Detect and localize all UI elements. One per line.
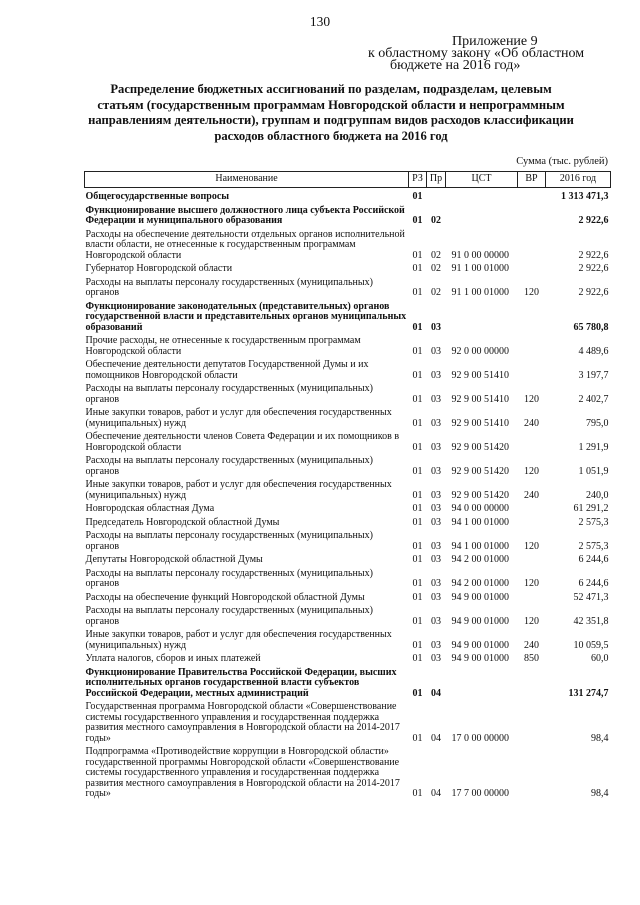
- cell-name: Прочие расходы, не отнесенные к государственным программам Новгородской области: [85, 335, 361, 357]
- cell-cst: [446, 302, 518, 337]
- cell-rz: 01: [412, 554, 423, 565]
- cell-pr: 03: [431, 345, 441, 357]
- table-row: [85, 188, 611, 206]
- cell-pr: 03: [431, 540, 441, 552]
- cell-name: Иные закупки товаров, работ и услуг для обеспечения государственных (муниципальных) нужд: [85, 479, 392, 501]
- appendix-heading: [368, 36, 630, 72]
- cell-vr: [518, 555, 546, 569]
- table-row: [85, 668, 611, 703]
- cell-cst: 92 9 00 51420: [451, 465, 509, 477]
- cell-vr: 120: [524, 465, 539, 477]
- cell-sum: 98,4: [591, 732, 609, 744]
- cell-sum: 795,0: [586, 417, 609, 429]
- cell-name: Общегосударственные вопросы: [85, 191, 230, 202]
- cell-cst: [446, 206, 518, 230]
- cell-pr: 02: [431, 287, 441, 298]
- cell-name: Расходы на выплаты персоналу государственных (муниципальных) органов: [85, 605, 373, 627]
- cell-name: Губернатор Новгородской области: [85, 263, 233, 274]
- cell-vr: [518, 206, 546, 230]
- cell-pr: 04: [431, 788, 441, 799]
- table-row: [85, 747, 611, 803]
- cell-pr: 04: [431, 732, 441, 744]
- cell-pr: 04: [431, 687, 441, 699]
- table-row: [85, 702, 611, 747]
- cell-pr: 03: [431, 615, 441, 627]
- cell-pr: 03: [431, 369, 441, 381]
- cell-sum: 131 274,7: [568, 687, 609, 699]
- cell-rz: 01: [412, 615, 423, 627]
- cell-sum: 2 922,6: [578, 249, 609, 261]
- cell-cst: 94 1 00 01000: [451, 540, 509, 552]
- appendix-line-1: Приложение 9: [452, 34, 538, 49]
- table-row: [85, 480, 611, 504]
- table-row: [85, 593, 611, 607]
- cell-name: Иные закупки товаров, работ и услуг для обеспечения государственных (муниципальных) нужд: [85, 407, 392, 429]
- cell-pr: 03: [431, 578, 441, 589]
- cell-sum: 2 575,3: [578, 540, 609, 552]
- table-row: [85, 384, 611, 408]
- header-rz: РЗ: [409, 172, 427, 188]
- cell-name: Государственная программа Новгородской области «Совершенствование системы государственного управления и государственная поддержка развития местного самоуправления в Новгородской области на 2014-2017 годы»: [85, 701, 400, 744]
- budget-table: [84, 171, 611, 803]
- cell-cst: 94 9 00 01000: [451, 653, 509, 664]
- cell-vr: [518, 668, 546, 703]
- cell-vr: [518, 302, 546, 337]
- cell-name: Иные закупки товаров, работ и услуг для обеспечения государственных (муниципальных) нужд: [85, 629, 392, 651]
- cell-rz: 01: [412, 540, 423, 552]
- cell-cst: 94 9 00 01000: [451, 639, 509, 651]
- cell-rz: 01: [412, 191, 423, 202]
- cell-sum: 65 780,8: [573, 321, 609, 333]
- cell-vr: [518, 432, 546, 456]
- cell-name: Расходы на выплаты персоналу государственных (муниципальных) органов: [85, 530, 373, 552]
- cell-cst: [446, 188, 518, 206]
- cell-cst: 92 9 00 51410: [451, 369, 509, 381]
- cell-rz: 01: [412, 263, 423, 274]
- cell-pr: 03: [431, 465, 441, 477]
- table-row: [85, 569, 611, 593]
- cell-name: Обеспечение деятельности членов Совета Федерации и их помощников в Новгородской области: [85, 431, 400, 453]
- cell-sum: 61 291,2: [573, 503, 609, 514]
- cell-name: Расходы на выплаты персоналу государственных (муниципальных) органов: [85, 276, 373, 298]
- cell-vr: [518, 188, 546, 206]
- cell-cst: 94 2 00 01000: [451, 578, 509, 589]
- table-header: [85, 172, 611, 188]
- table-row: [85, 630, 611, 654]
- cell-pr: 03: [431, 489, 441, 501]
- cell-vr: 850: [524, 653, 539, 664]
- cell-cst: 92 9 00 51410: [451, 417, 509, 429]
- cell-sum: 1 291,9: [578, 441, 609, 453]
- cell-cst: 94 2 00 01000: [451, 554, 509, 565]
- cell-name: Обеспечение деятельности депутатов Государственной Думы и их помощников Новгородской области: [85, 359, 369, 381]
- cell-name: Расходы на обеспечение функций Новгородской областной Думы: [85, 591, 365, 603]
- cell-sum: 2 922,6: [578, 287, 609, 298]
- cell-cst: 94 9 00 01000: [451, 591, 509, 603]
- cell-rz: 01: [412, 732, 423, 744]
- table-row: [85, 518, 611, 532]
- table-row: [85, 654, 611, 668]
- cell-cst: 94 9 00 01000: [451, 615, 509, 627]
- cell-sum: 2 922,6: [578, 263, 609, 274]
- cell-vr: [518, 230, 546, 265]
- cell-sum: 52 471,3: [573, 591, 609, 603]
- cell-pr: 02: [431, 249, 441, 261]
- table-row: [85, 408, 611, 432]
- cell-sum: 1 051,9: [578, 465, 609, 477]
- cell-pr: 03: [431, 417, 441, 429]
- cell-vr: [518, 360, 546, 384]
- cell-pr: 02: [431, 263, 441, 274]
- cell-pr: 03: [431, 639, 441, 651]
- cell-sum: 98,4: [591, 788, 609, 799]
- cell-sum: 240,0: [586, 489, 609, 501]
- cell-cst: 92 0 00 00000: [451, 345, 509, 357]
- cell-name: Подпрограмма «Противодействие коррупции в Новгородской области» государственной программы Новгородской области «Совершенствование системы государственного управления и государственная поддержка развития местного самоуправления в Новгородской области на 2014-2017 годы»: [85, 746, 400, 799]
- cell-sum: 1 313 471,3: [561, 191, 609, 202]
- cell-name: Расходы на выплаты персоналу государственных (муниципальных) органов: [85, 455, 373, 477]
- table-row: [85, 606, 611, 630]
- cell-rz: 01: [412, 441, 423, 453]
- cell-pr: 03: [431, 441, 441, 453]
- cell-rz: 01: [412, 321, 423, 333]
- cell-pr: 03: [431, 503, 441, 514]
- cell-cst: 92 9 00 51410: [451, 393, 509, 405]
- cell-pr: [427, 188, 446, 206]
- cell-vr: [518, 593, 546, 607]
- header-vr: ВР: [518, 172, 546, 188]
- cell-cst: 91 1 00 01000: [451, 263, 509, 274]
- cell-cst: 91 1 00 01000: [451, 287, 509, 298]
- cell-pr: 03: [431, 554, 441, 565]
- header-sum: 2016 год: [546, 172, 611, 188]
- cell-cst: 92 9 00 51420: [451, 441, 509, 453]
- cell-vr: [518, 747, 546, 803]
- cell-name: Депутаты Новгородской областной Думы: [85, 554, 263, 565]
- cell-rz: 01: [412, 417, 423, 429]
- cell-pr: 03: [431, 321, 441, 333]
- cell-cst: 94 0 00 00000: [451, 503, 509, 514]
- cell-vr: 240: [524, 639, 539, 651]
- cell-pr: 03: [431, 591, 441, 603]
- cell-pr: 02: [431, 215, 441, 226]
- cell-rz: 01: [412, 249, 423, 261]
- cell-rz: 01: [412, 639, 423, 651]
- cell-rz: 01: [412, 653, 423, 664]
- cell-rz: 01: [412, 345, 423, 357]
- table-row: [85, 336, 611, 360]
- cell-name: Функционирование законодательных (представительных) органов государственной власти и представительных органов муниципальных образований: [85, 300, 407, 333]
- table-row: [85, 555, 611, 569]
- cell-rz: 01: [412, 591, 423, 603]
- cell-vr: [518, 518, 546, 532]
- cell-rz: 01: [412, 393, 423, 405]
- cell-vr: [518, 264, 546, 278]
- cell-rz: 01: [412, 369, 423, 381]
- cell-sum: 6 244,6: [578, 554, 609, 565]
- cell-rz: 01: [412, 788, 423, 799]
- cell-sum: 2 922,6: [578, 215, 609, 226]
- table-row: [85, 264, 611, 278]
- cell-vr: 120: [524, 287, 539, 298]
- cell-sum: 42 351,8: [573, 615, 609, 627]
- table-row: [85, 278, 611, 302]
- cell-cst: 92 9 00 51420: [451, 489, 509, 501]
- table-row: [85, 432, 611, 456]
- table-row: [85, 206, 611, 230]
- cell-cst: 17 7 00 00000: [451, 788, 509, 799]
- cell-rz: 01: [412, 503, 423, 514]
- cell-vr: [518, 702, 546, 747]
- cell-vr: 120: [524, 393, 539, 405]
- cell-vr: 120: [524, 540, 539, 552]
- cell-vr: 240: [524, 417, 539, 429]
- cell-name: Уплата налогов, сборов и иных платежей: [85, 653, 261, 664]
- page-number: 130: [309, 14, 331, 29]
- table-row: [85, 360, 611, 384]
- cell-sum: 10 059,5: [573, 639, 609, 651]
- cell-name: Функционирование высшего должностного лица субъекта Российской Федерации и муниципального образования: [85, 204, 405, 226]
- units-label: Сумма (тыс. рублей): [516, 156, 608, 167]
- cell-rz: 01: [412, 465, 423, 477]
- cell-vr: 120: [524, 615, 539, 627]
- cell-vr: 120: [524, 578, 539, 589]
- cell-sum: 6 244,6: [578, 578, 609, 589]
- header-name: Наименование: [85, 172, 409, 188]
- cell-sum: 4 489,6: [578, 345, 609, 357]
- document-title: Распределение бюджетных ассигнований по разделам, подразделам, целевым статьям (государственным программам Новгородской области и непрограммным направлениям деятельности), группам и подгруппам видов расходов классификации расходов областного бюджета на 2016 год: [88, 82, 574, 143]
- table-header-row: [85, 172, 611, 188]
- cell-rz: 01: [412, 287, 423, 298]
- cell-name: Функционирование Правительства Российской Федерации, высших исполнительных органов государственной власти субъектов Российской Федерации, местных администраций: [85, 666, 397, 699]
- cell-vr: 240: [524, 489, 539, 501]
- cell-cst: 91 0 00 00000: [451, 249, 509, 261]
- appendix-line-3: бюджете на 2016 год»: [390, 58, 521, 73]
- table-row: [85, 302, 611, 337]
- header-cst: ЦСТ: [446, 172, 518, 188]
- cell-rz: 01: [412, 516, 423, 528]
- cell-rz: 01: [412, 489, 423, 501]
- cell-sum: 2 575,3: [578, 516, 609, 528]
- cell-sum: 2 402,7: [578, 393, 609, 405]
- appendix-line-2: к областному закону «Об областном: [368, 46, 585, 61]
- table-body: [85, 188, 611, 803]
- cell-name: Председатель Новгородской областной Думы: [85, 516, 280, 528]
- cell-cst: [446, 668, 518, 703]
- cell-cst: 94 1 00 01000: [451, 516, 509, 528]
- cell-sum: 3 197,7: [578, 369, 609, 381]
- cell-name: Расходы на выплаты персоналу государственных (муниципальных) органов: [85, 567, 373, 589]
- cell-name: Расходы на обеспечение деятельности отдельных органов исполнительной власти области, не отнесенные к государственным программам Новгородской области: [85, 228, 405, 261]
- cell-pr: 03: [431, 653, 441, 664]
- cell-vr: [518, 336, 546, 360]
- cell-rz: 01: [412, 215, 423, 226]
- cell-sum: 60,0: [591, 653, 609, 664]
- cell-name: Расходы на выплаты персоналу государственных (муниципальных) органов: [85, 383, 373, 405]
- cell-pr: 03: [431, 393, 441, 405]
- table-row: [85, 504, 611, 518]
- cell-cst: 17 0 00 00000: [451, 732, 509, 744]
- cell-vr: [518, 504, 546, 518]
- cell-name: Новгородская областная Дума: [85, 503, 215, 514]
- table-row: [85, 230, 611, 265]
- table-row: [85, 456, 611, 480]
- cell-rz: 01: [412, 578, 423, 589]
- table-row: [85, 531, 611, 555]
- header-pr: Пр: [427, 172, 446, 188]
- cell-pr: 03: [431, 516, 441, 528]
- cell-rz: 01: [412, 687, 423, 699]
